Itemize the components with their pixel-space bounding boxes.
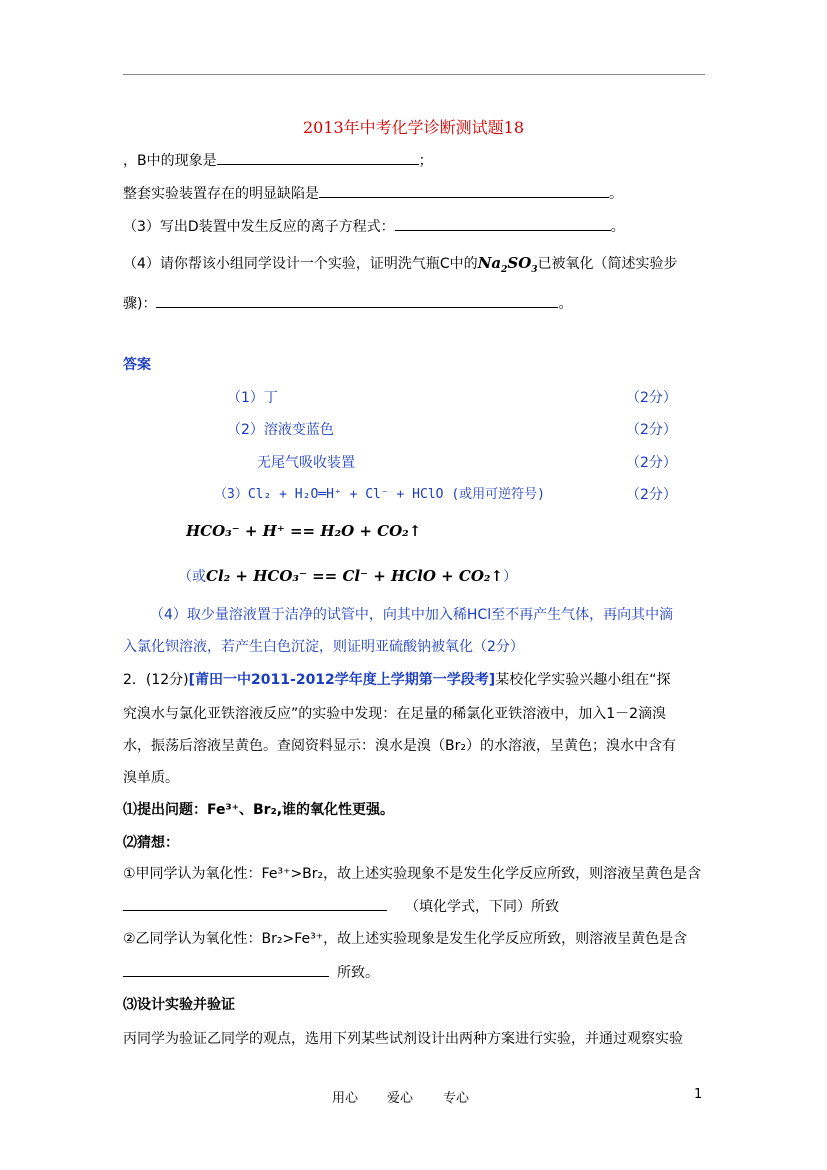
footer-item: 专心: [443, 1091, 470, 1106]
page-number: 1: [694, 1087, 703, 1102]
q-text: （4）请你帮该小组同学设计一个实验，证明洗气瓶C中的: [123, 256, 478, 272]
q2-guess-2-blank-line: [123, 962, 379, 983]
q2-line-2: 究溴水与氯化亚铁溶液反应”的实验中发现：在足量的稀氯化亚铁溶液中，加入1－2滴溴: [123, 706, 667, 722]
q2-guess-1: ①甲同学认为氧化性：Fe³⁺>Br₂，故上述实验现象不是发生化学反应所致，则溶液呈黄色是含: [123, 866, 702, 882]
answer-row-4: （3）Cl₂ + H₂O═H⁺ + Cl⁻ + HClO (或用可逆符号): [214, 487, 545, 502]
eq-paren-open: （或: [178, 569, 206, 585]
answer-blank: [217, 150, 419, 165]
question-line-3: [123, 216, 625, 237]
q2-heading-2: ⑵猜想：: [123, 835, 179, 851]
q2-line-4: 溴单质。: [123, 770, 179, 786]
answer-score-2: （2分）: [626, 422, 677, 438]
q2-heading-3: ⑶设计实验并验证: [123, 997, 235, 1013]
answer-row-2: （2）溶液变蓝色: [227, 422, 334, 438]
q-text: 整套实验装置存在的明显缺陷是: [123, 186, 319, 202]
q-text: 已被氧化（简述实验步: [537, 256, 678, 272]
page-title: 2013年中考化学诊断测试题18: [302, 118, 525, 137]
answer-row-3: 无尾气吸收装置: [257, 455, 355, 471]
q2-line-1: [123, 670, 670, 690]
footer-item: 爱心: [387, 1091, 414, 1106]
question-line-1: [123, 150, 433, 171]
q-text: 骤)：: [123, 296, 157, 312]
q2-heading-1: ⑴提出问题：Fe³⁺、Br₂,谁的氧化性更强。: [123, 802, 395, 818]
answer-blank: [123, 962, 329, 977]
q2-line-3: 水，振荡后溶液呈黄色。查阅资料显示：溴水是溴（Br₂）的水溶液，呈黄色；溴水中含有: [123, 738, 676, 754]
header-rule: [123, 74, 705, 75]
eq-paren-close: ）: [503, 569, 518, 585]
q2-last-line: 丙同学为验证乙同学的观点，选用下列某些试剂设计出两种方案进行实验，并通过观察实验: [123, 1031, 683, 1047]
answer-row-1: （1）丁: [227, 390, 278, 406]
answer-score-4: （2分）: [626, 487, 677, 503]
q2-number: 2．(12分): [123, 672, 189, 688]
q2-source: [莆田一中2011-2012学年度上学期第一学段考]: [188, 672, 496, 688]
answer-part4-line2: 入氯化钡溶液，若产生白色沉淀，则证明亚硫酸钠被氧化（2分）: [123, 639, 524, 655]
q-text: 。: [558, 296, 573, 312]
q-text: （3）写出D装置中发生反应的离子方程式：: [123, 219, 395, 235]
q-text: 。: [609, 186, 623, 202]
q2-text: 某校化学实验兴趣小组在“探: [495, 672, 671, 688]
q-text: 。: [610, 219, 625, 235]
footer-item: 用心: [332, 1091, 359, 1106]
answer-part4-line1: （4）取少量溶液置于洁净的试管中，向其中加入稀HCl至不再产生气体，再向其中滴: [150, 607, 674, 623]
equation-2-line: [178, 566, 517, 587]
q2-guess-1-blank-line: [123, 896, 559, 917]
answer-score-1: （2分）: [626, 390, 677, 406]
answer-blank: [123, 896, 387, 911]
equation-2: Cl₂ + HCO₃⁻ == Cl⁻ + HClO + CO₂↑: [206, 567, 504, 585]
q2-guess-2: ②乙同学认为氧化性：Br₂>Fe³⁺，故上述实验现象是发生化学反应所致，则溶液呈黄色是含: [123, 931, 688, 947]
equation-1: HCO₃⁻ + H⁺ == H₂O + CO₂↑: [186, 522, 422, 540]
q-text: ，B中的现象是: [123, 153, 217, 169]
q2-guess-1-suffix: （填化学式，下同）所致: [405, 899, 559, 915]
q-text: ；: [418, 153, 433, 169]
answer-blank: [319, 183, 609, 198]
q2-guess-2-suffix: 所致。: [337, 965, 379, 981]
question-line-5: [123, 293, 572, 314]
formula-na2so3: $Na_2SO_3$: [477, 254, 538, 275]
question-line-2: [123, 183, 623, 204]
answer-blank: [395, 216, 611, 231]
answer-score-3: （2分）: [626, 455, 677, 471]
answer-blank: [156, 293, 558, 308]
question-line-4: [123, 253, 678, 280]
answer-label: 答案: [123, 357, 151, 373]
